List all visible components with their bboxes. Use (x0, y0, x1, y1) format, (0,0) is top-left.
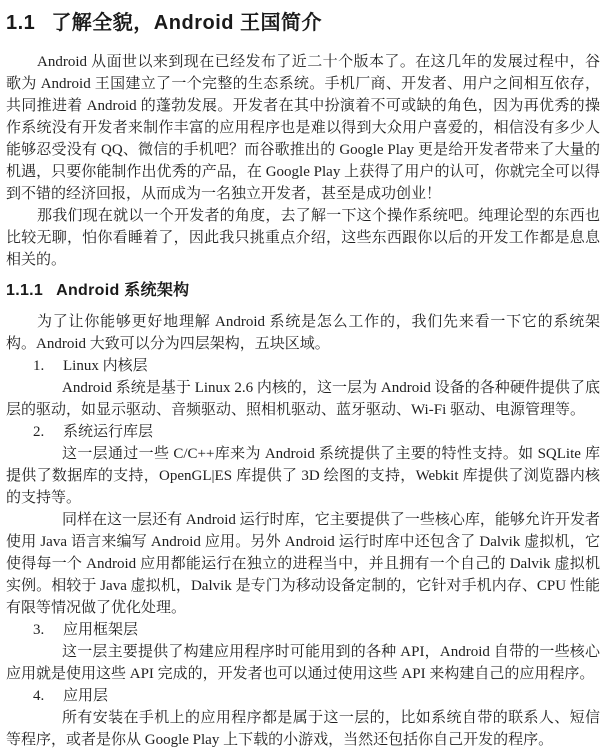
paragraph: Android 系统是基于 Linux 2.6 内核的，这一层为 Android 设备的各种硬件提供了底层的驱动，如显示驱动、音频驱动、照相机驱动、蓝牙驱动、Wi-Fi 驱动、电源管理等。 (6, 380, 600, 418)
subsection-number: 1.1.1 (6, 282, 44, 299)
list-item-header (33, 421, 600, 443)
list-item-header (33, 619, 600, 641)
list-item-title: Linux 内核层 (63, 358, 148, 374)
paragraph: 那我们现在就以一个开发者的角度，去了解一下这个操作系统吧。纯理论型的东西也比较无聊，怕你看睡着了，因此我只挑重点介绍，这些东西跟你以后的开发工作都是息息相关的。 (6, 208, 600, 268)
paragraph: 这一层通过一些 C/C++库来为 Android 系统提供了主要的特性支持。如 SQLite 库提供了数据库的支持，OpenGL|ES 库提供了 3D 绘图的支持，Webkit 库提供了浏览器内核的支持等。 (6, 446, 600, 506)
list-item-number: 4. (33, 688, 45, 704)
paragraph: 所有安装在手机上的应用程序都是属于这一层的，比如系统自带的联系人、短信等程序，或者是你从 Google Play 上下载的小游戏，当然还包括你自己开发的程序。 (6, 710, 600, 748)
list-item-title: 应用框架层 (63, 622, 139, 638)
list-item-header (33, 685, 600, 707)
paragraph: 同样在这一层还有 Android 运行时库，它主要提供了一些核心库，能够允许开发者使用 Java 语言来编写 Android 应用。另外 Android 运行时库中还包含了 Dalvik 虚拟机，它使得每一个 Android 应用都能运行在独立的进程当中，并且拥有一个自己的 Dalvik 虚拟机实例。相较于 Java 虚拟机，Dalvik 是专门为移动设备定制的，它针对手机内存、CPU 性能有限等情况做了优化处理。 (6, 512, 600, 616)
section-heading (6, 10, 600, 36)
list-item-title: 应用层 (63, 688, 109, 704)
list-item (6, 685, 600, 751)
paragraph: 为了让你能够更好地理解 Android 系统是怎么工作的，我们先来看一下它的系统架构。Android 大致可以分为四层架构，五块区域。 (6, 314, 600, 352)
subsection-heading (6, 280, 600, 302)
list-item-number: 2. (33, 424, 45, 440)
paragraph: Android 从面世以来到现在已经发布了近二十个版本了。在这几年的发展过程中，谷歌为 Android 王国建立了一个完整的生态系统。手机厂商、开发者、用户之间相互依存，共同推进着 Android 的蓬勃发展。开发者在其中扮演着不可或缺的角色，因为再优秀的操作系统没有开发者来制作丰富的应用程序也是难以得到大众用户喜爱的，相信没有多少人能够忍受没有 QQ、微信的手机吧？而谷歌推出的 Google Play 更是给开发者带来了大量的机遇，只要你能制作出优秀的产品，在 Google Play 上获得了用户的认可，你就完全可以得到不错的经济回报，从而成为一名独立开发者，甚至是成功创业！ (6, 54, 600, 202)
list-item-header (33, 355, 600, 377)
section-title: 了解全貌，Android 王国简介 (51, 12, 323, 34)
list-item-title: 系统运行库层 (63, 424, 154, 440)
list-item (6, 355, 600, 421)
list-item (6, 421, 600, 619)
paragraph: 这一层主要提供了构建应用程序时可能用到的各种 API，Android 自带的一些核心应用就是使用这些 API 完成的，开发者也可以通过使用这些 API 来构建自己的应用程序。 (6, 644, 600, 682)
list-item-number: 3. (33, 622, 45, 638)
list-item (6, 619, 600, 685)
subsection-title: Android 系统架构 (56, 282, 190, 299)
list-item-number: 1. (33, 358, 45, 374)
section-number: 1.1 (6, 12, 36, 34)
